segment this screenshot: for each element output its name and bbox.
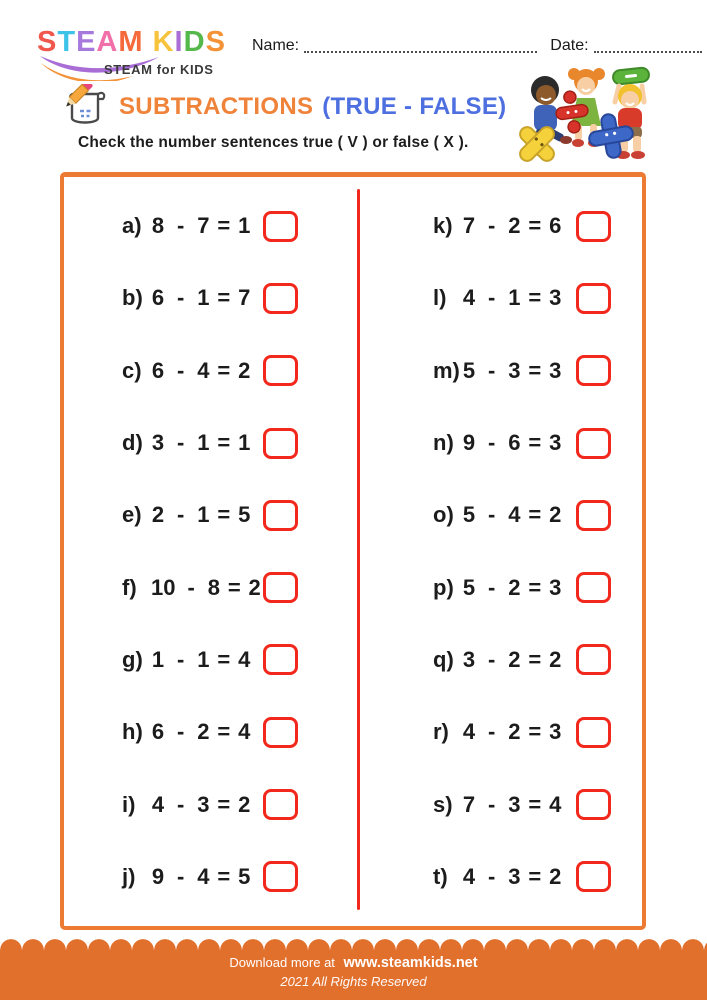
equals-sign: =: [528, 863, 542, 889]
minus-sign: -: [177, 502, 185, 528]
logo-letter: T: [57, 26, 77, 58]
equation-label: i): [122, 791, 136, 817]
equation-subtrahend: 4: [197, 357, 210, 383]
minus-sign: -: [177, 719, 185, 745]
equation-result: 1: [238, 430, 251, 456]
logo-letter: K: [152, 26, 175, 58]
equation-minuend: 9: [151, 863, 165, 889]
answer-checkbox[interactable]: [263, 789, 298, 820]
name-label: Name:: [252, 37, 300, 54]
equation-subtrahend: 2: [508, 213, 521, 239]
equation-subtrahend: 3: [508, 791, 521, 817]
equation-row: [433, 335, 611, 407]
equation-minuend: 4: [462, 285, 476, 311]
equation-row: [433, 551, 611, 623]
minus-sign: -: [177, 646, 185, 672]
date-label: Date:: [550, 37, 589, 54]
equation-text: [433, 502, 562, 528]
minus-sign: -: [177, 430, 185, 456]
equation-label: q): [433, 646, 454, 672]
answer-checkbox[interactable]: [263, 211, 298, 242]
equals-sign: =: [217, 502, 231, 528]
equation-subtrahend: 8: [207, 574, 220, 600]
equation-row: [433, 479, 611, 551]
equation-result: 2: [549, 863, 562, 889]
equation-minuend: 4: [462, 719, 476, 745]
logo-letter: S: [37, 26, 58, 58]
answer-checkbox[interactable]: [576, 644, 611, 675]
minus-sign: -: [187, 574, 195, 600]
equation-result: 4: [238, 646, 251, 672]
minus-sign: -: [177, 863, 185, 889]
equation-text: [433, 358, 562, 384]
equation-result: 3: [549, 285, 562, 311]
name-date-row: [252, 37, 702, 56]
equation-minuend: 4: [151, 791, 165, 817]
equation-label: r): [433, 719, 449, 745]
logo-letter: M: [118, 26, 144, 58]
equation-text: [433, 430, 562, 456]
equation-row: [122, 407, 298, 479]
left-column: [122, 190, 298, 913]
equals-sign: =: [217, 213, 231, 239]
page-title-main: SUBTRACTIONS: [119, 93, 314, 120]
equation-label: l): [433, 285, 447, 311]
equation-row: [433, 190, 611, 262]
answer-checkbox[interactable]: [576, 861, 611, 892]
equals-sign: =: [217, 357, 231, 383]
equation-text: [122, 358, 251, 384]
equation-label: c): [122, 357, 142, 383]
equals-sign: =: [217, 285, 231, 311]
answer-checkbox[interactable]: [576, 717, 611, 748]
equation-minuend: 1: [151, 646, 165, 672]
equation-text: [433, 575, 562, 601]
equation-text: [433, 213, 562, 239]
equation-row: [122, 624, 298, 696]
equation-minuend: 10: [151, 574, 176, 600]
equation-result: 6: [549, 213, 562, 239]
minus-sign: -: [177, 791, 185, 817]
equation-result: 3: [549, 719, 562, 745]
equation-row: [122, 551, 298, 623]
answer-checkbox[interactable]: [576, 500, 611, 531]
equation-minuend: 7: [462, 213, 476, 239]
equation-row: [122, 479, 298, 551]
equation-label: o): [433, 502, 454, 528]
equation-label: k): [433, 213, 453, 239]
equation-row: [122, 768, 298, 840]
equation-subtrahend: 1: [197, 430, 210, 456]
title-row: [62, 84, 506, 130]
equation-subtrahend: 1: [508, 285, 521, 311]
equation-minuend: 8: [151, 213, 165, 239]
answer-checkbox[interactable]: [263, 644, 298, 675]
footer-rights-text: 2021 All Rights Reserved: [280, 974, 427, 989]
equation-row: [122, 696, 298, 768]
equation-subtrahend: 4: [508, 502, 521, 528]
equals-sign: =: [217, 646, 231, 672]
page-title-suffix: (TRUE - FALSE): [322, 93, 507, 120]
equation-minuend: 5: [462, 357, 476, 383]
name-input-line[interactable]: [304, 38, 537, 53]
logo-tagline: STEAM for KIDS: [104, 62, 214, 77]
equation-row: [433, 841, 611, 913]
equation-text: [433, 792, 562, 818]
equation-subtrahend: 4: [197, 863, 210, 889]
equation-minuend: 2: [151, 502, 165, 528]
answer-checkbox[interactable]: [576, 283, 611, 314]
equation-minuend: 4: [462, 863, 476, 889]
equation-result: 5: [238, 502, 251, 528]
answer-checkbox[interactable]: [576, 428, 611, 459]
equals-sign: =: [217, 863, 231, 889]
equation-label: n): [433, 430, 454, 456]
equation-label: a): [122, 213, 142, 239]
logo-letter: S: [205, 26, 226, 58]
answer-checkbox[interactable]: [576, 355, 611, 386]
equals-sign: =: [528, 646, 542, 672]
equation-result: 1: [238, 213, 251, 239]
equation-text: [122, 864, 251, 890]
equation-text: [122, 285, 251, 311]
equals-sign: =: [217, 430, 231, 456]
equation-subtrahend: 2: [197, 719, 210, 745]
worksheet-frame: [60, 172, 646, 930]
answer-checkbox[interactable]: [263, 500, 298, 531]
equation-text: [433, 285, 562, 311]
logo-letter: D: [183, 26, 206, 58]
equation-minuend: 6: [151, 285, 165, 311]
minus-sign: -: [177, 285, 185, 311]
logo-letter: I: [174, 26, 184, 58]
equation-result: 2: [549, 646, 562, 672]
equation-subtrahend: 3: [197, 791, 210, 817]
equation-text: [122, 502, 251, 528]
footer-scallop-edge: [0, 939, 707, 950]
answer-checkbox[interactable]: [263, 717, 298, 748]
equation-subtrahend: 2: [508, 719, 521, 745]
steam-kids-logo: [37, 26, 252, 86]
right-column: [433, 190, 611, 913]
minus-sign: -: [177, 213, 185, 239]
equation-label: h): [122, 719, 143, 745]
equals-sign: =: [528, 574, 542, 600]
equals-sign: =: [528, 502, 542, 528]
answer-checkbox[interactable]: [576, 572, 611, 603]
minus-sign: -: [488, 863, 496, 889]
equals-sign: =: [227, 574, 241, 600]
pencil-paper-icon: [62, 84, 110, 130]
equation-row: [433, 262, 611, 334]
equation-minuend: 7: [462, 791, 476, 817]
equation-row: [122, 335, 298, 407]
equation-subtrahend: 1: [197, 502, 210, 528]
equation-row: [122, 841, 298, 913]
equation-result: 3: [549, 430, 562, 456]
equation-result: 2: [248, 574, 261, 600]
equation-minuend: 3: [151, 430, 165, 456]
equation-minuend: 5: [462, 574, 476, 600]
equation-label: b): [122, 285, 143, 311]
minus-sign: -: [488, 430, 496, 456]
equation-label: s): [433, 791, 453, 817]
equation-result: 2: [238, 357, 251, 383]
equation-result: 4: [549, 791, 562, 817]
minus-sign: -: [488, 646, 496, 672]
equation-subtrahend: 1: [197, 285, 210, 311]
minus-sign: -: [177, 357, 185, 383]
equation-subtrahend: 3: [508, 357, 521, 383]
answer-checkbox[interactable]: [263, 572, 298, 603]
answer-checkbox[interactable]: [576, 211, 611, 242]
equation-result: 5: [238, 863, 251, 889]
equation-text: [122, 213, 251, 239]
equation-result: 4: [238, 719, 251, 745]
equation-text: [122, 647, 251, 673]
equation-minuend: 3: [462, 646, 476, 672]
equation-text: [122, 575, 262, 601]
minus-sign: -: [488, 574, 496, 600]
equation-minuend: 6: [151, 719, 165, 745]
answer-checkbox[interactable]: [263, 355, 298, 386]
equation-text: [122, 792, 251, 818]
equation-subtrahend: 2: [508, 646, 521, 672]
minus-sign: -: [488, 357, 496, 383]
answer-checkbox[interactable]: [263, 283, 298, 314]
equation-subtrahend: 3: [508, 863, 521, 889]
instruction-text: Check the number sentences true ( V ) or false ( X ).: [78, 134, 469, 151]
equation-text: [433, 719, 562, 745]
equation-label: t): [433, 863, 448, 889]
equation-label: j): [122, 863, 136, 889]
equation-result: 2: [549, 502, 562, 528]
answer-checkbox[interactable]: [263, 861, 298, 892]
equals-sign: =: [528, 430, 542, 456]
equation-minuend: 9: [462, 430, 476, 456]
equation-subtrahend: 1: [197, 646, 210, 672]
equation-label: p): [433, 574, 454, 600]
equals-sign: =: [528, 213, 542, 239]
boy-with-multiply: [511, 76, 572, 174]
equation-label: d): [122, 430, 143, 456]
footer-website-link[interactable]: www.steamkids.net: [343, 955, 478, 971]
equation-row: [433, 768, 611, 840]
logo-letter: A: [96, 26, 119, 58]
minus-sign: -: [488, 719, 496, 745]
logo-letter: E: [76, 26, 97, 58]
minus-sign: -: [488, 213, 496, 239]
footer-banner: [0, 950, 707, 1000]
answer-checkbox[interactable]: [263, 428, 298, 459]
equation-label: m): [433, 357, 460, 383]
minus-sign: -: [488, 791, 496, 817]
equation-minuend: 5: [462, 502, 476, 528]
equation-row: [122, 190, 298, 262]
equation-row: [433, 407, 611, 479]
column-divider-line: [357, 189, 360, 910]
equation-text: [433, 647, 562, 673]
equation-row: [433, 696, 611, 768]
page-title: [119, 93, 506, 121]
equation-subtrahend: 7: [197, 213, 210, 239]
equals-sign: =: [217, 719, 231, 745]
minus-sign: -: [488, 502, 496, 528]
kids-with-math-symbols-illustration: [511, 64, 661, 176]
date-input-line[interactable]: [594, 38, 702, 53]
equation-row: [433, 624, 611, 696]
equation-result: 3: [549, 357, 562, 383]
equation-text: [122, 430, 251, 456]
equation-subtrahend: 2: [508, 574, 521, 600]
answer-checkbox[interactable]: [576, 789, 611, 820]
equals-sign: =: [528, 719, 542, 745]
equation-text: [433, 864, 562, 890]
equals-sign: =: [528, 285, 542, 311]
equation-result: 2: [238, 791, 251, 817]
equation-minuend: 6: [151, 357, 165, 383]
footer-download-line: [0, 955, 707, 971]
equation-label: f): [122, 574, 137, 600]
equals-sign: =: [528, 357, 542, 383]
equals-sign: =: [217, 791, 231, 817]
equation-result: 7: [238, 285, 251, 311]
equation-row: [122, 262, 298, 334]
equation-text: [122, 719, 251, 745]
footer-download-prefix: Download more at: [229, 955, 335, 970]
equation-label: g): [122, 646, 143, 672]
minus-sign: -: [488, 285, 496, 311]
equation-subtrahend: 6: [508, 430, 521, 456]
equation-result: 3: [549, 574, 562, 600]
equals-sign: =: [528, 791, 542, 817]
equation-label: e): [122, 502, 142, 528]
